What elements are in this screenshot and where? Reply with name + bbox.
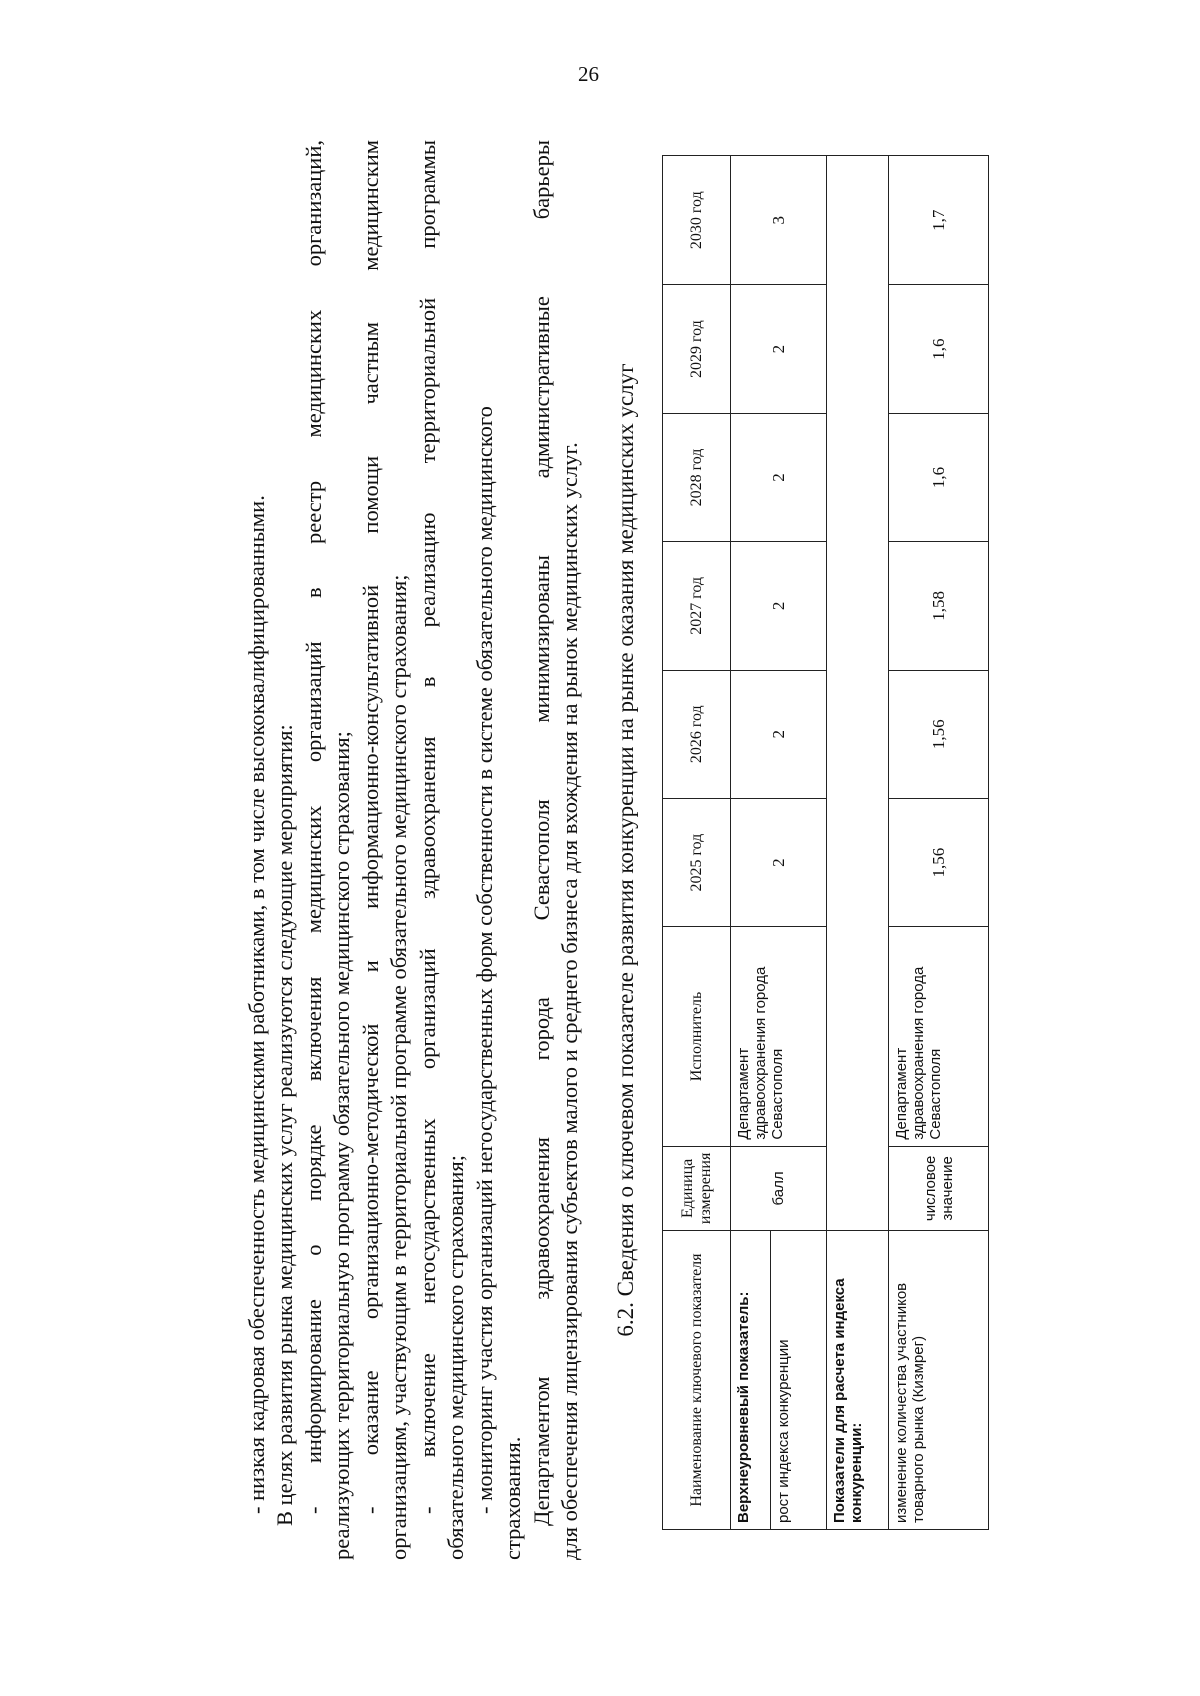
header-year-2028: 2028 год (663, 413, 731, 541)
section-row (827, 156, 889, 1530)
unit-cell: числовое значение (889, 1146, 989, 1230)
body-text-line: обязательного медицинского страхования; (443, 1155, 468, 1560)
header-year-2026: 2026 год (663, 670, 731, 798)
body-text-line: реализующих территориальную программу обязательного медицинского страхования; (329, 731, 354, 1560)
page-number: 26 (578, 62, 599, 86)
body-text-line: страхования. (500, 1436, 525, 1560)
body-text-line: - низкая кадровая обеспеченность медицинскими работниками, в том числе высококвалифицированными. (244, 495, 269, 1514)
value-cell: 2 (731, 542, 827, 670)
unit-cell: балл (731, 1146, 827, 1230)
header-executor: Исполнитель (663, 927, 731, 1146)
value-cell: 3 (731, 156, 827, 285)
section-label: Верхнеуровневый показатель: (731, 1231, 771, 1530)
value-cell: 1,6 (889, 285, 989, 413)
body-text-line: - информирование о порядке включения медицинских организаций в реестр медицинских организаций, (301, 140, 326, 1514)
body-text-line: - оказание организационно-методической и информационно-консультативной помощи частным медицинским (358, 140, 383, 1514)
executor-cell: Департамент здравоохранения города Севастополя (889, 927, 989, 1146)
value-cell: 1,58 (889, 542, 989, 670)
value-cell: 2 (731, 285, 827, 413)
table-header-row (663, 156, 731, 1530)
header-year-2030: 2030 год (663, 156, 731, 285)
executor-cell: Департамент здравоохранения города Севастополя (731, 927, 827, 1146)
header-indicator-name: Наименование ключевого показателя (663, 1231, 731, 1530)
header-year-2025: 2025 год (663, 798, 731, 926)
table-row (889, 156, 989, 1530)
body-text-line: для обеспечения лицензирования субъектов малого и среднего бизнеса для вхождения на рынок медицинских услуг. (557, 442, 582, 1560)
value-cell: 1,56 (889, 670, 989, 798)
body-text-line: - включение негосударственных организаций здравоохранения в реализацию территориальной программы (415, 140, 440, 1514)
indicator-name-cell: рост индекса конкуренции (771, 1231, 827, 1530)
section-label: Показатели для расчета индекса конкуренции: (827, 1231, 889, 1530)
header-year-2029: 2029 год (663, 285, 731, 413)
header-year-2027: 2027 год (663, 542, 731, 670)
empty-section-cell (827, 156, 889, 1231)
value-cell: 2 (731, 413, 827, 541)
value-cell: 2 (731, 670, 827, 798)
value-cell: 1,56 (889, 798, 989, 926)
table-title: 6.2. Сведения о ключевом показателе развития конкуренции на рынке оказания медицинских услуг (613, 363, 638, 1337)
header-unit: Единица измерения (663, 1146, 731, 1230)
value-cell: 1,7 (889, 156, 989, 285)
indicator-name-cell: изменение количества участников товарного рынка (Кизмрег) (889, 1231, 989, 1530)
section-row (731, 156, 771, 1530)
body-text-line: организациям, участвующим в территориальной программе обязательного медицинского страхования; (386, 574, 411, 1560)
value-cell: 1,6 (889, 413, 989, 541)
body-text-line: - мониторинг участия организаций негосударственных форм собственности в системе обязательного медицинского (472, 406, 497, 1514)
body-text-line: Департаментом здравоохранения города Севастополя минимизированы административные барьеры (529, 140, 554, 1526)
rotated-page-content (235, 140, 1095, 1560)
body-text-line: В целях развития рынка медицинских услуг реализуются следующие мероприятия: (272, 724, 297, 1526)
value-cell: 2 (731, 798, 827, 926)
key-indicator-table (662, 155, 989, 1530)
